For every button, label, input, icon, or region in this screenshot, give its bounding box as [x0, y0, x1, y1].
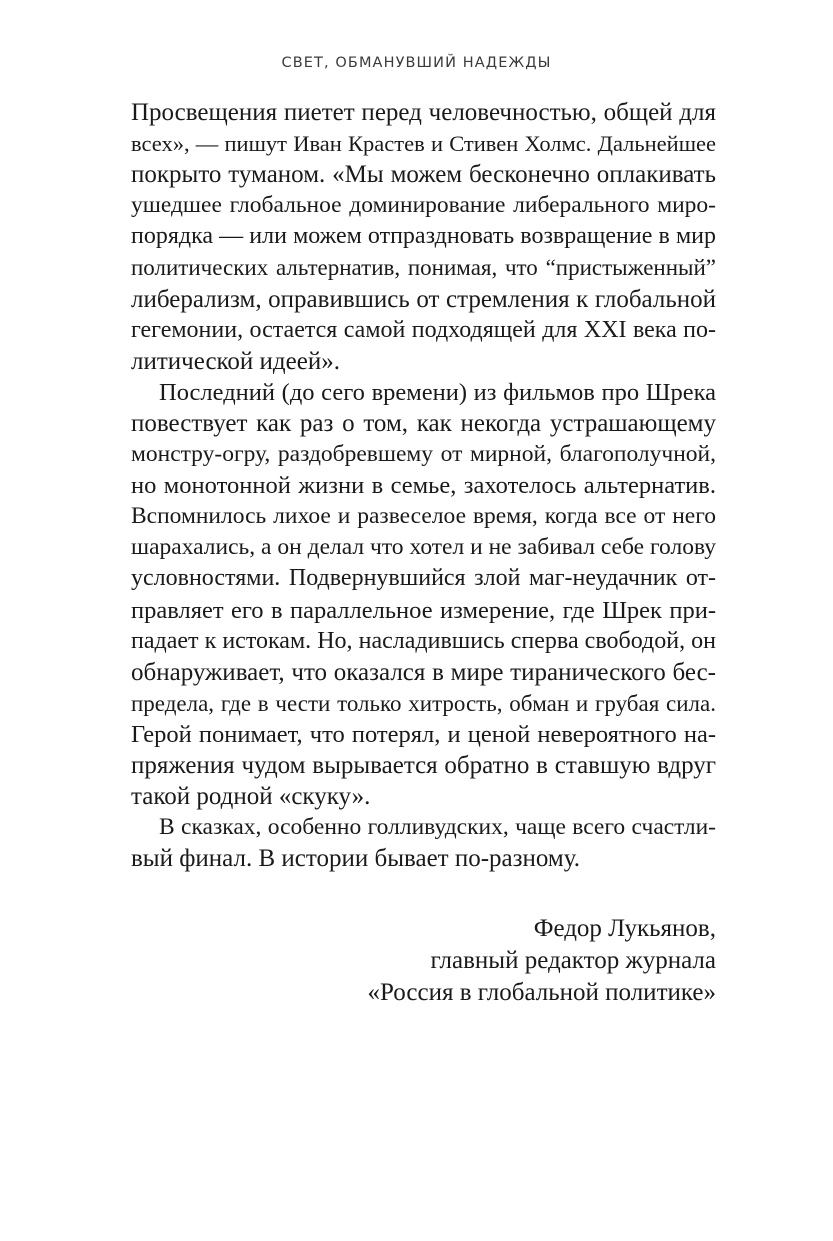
text-line: монстру-огру, раздобревшему от мирной, благополучной, [131, 441, 716, 468]
text-line: порядка — или можем отпраздновать возвращение в мир [131, 223, 716, 250]
text-line: шарахались, а он делал что хотел и не забивал себе голову [131, 534, 716, 561]
paragraph [131, 812, 716, 874]
publication-name: «Россия в глобальной политике» [367, 979, 716, 1006]
text-line: Просвещения пиетет перед человечностью, общей для [131, 99, 716, 126]
text-line: Вспомнилось лихое и развеселое время, когда все от него [131, 503, 716, 530]
text-line: правляет его в параллельное измерение, где Шрек при- [131, 596, 716, 624]
text-line: ушедшее глобальное доминирование либерального миро- [131, 192, 716, 219]
running-head: СВЕТ, ОБМАНУВШИЙ НАДЕЖДЫ [281, 55, 552, 71]
text-line: но монотонной жизни в семье, захотелось альтернатив. [131, 472, 716, 500]
text-line: такой родной «скуку». [131, 783, 371, 811]
text-line: падает к истокам. Но, насладившись сперва свободой, он [131, 627, 716, 654]
text-line: либерализм, оправившись от стремления к глобальной [131, 285, 716, 313]
text-line: Последний (до сего времени) из фильмов про Шрека [159, 378, 716, 406]
text-line: всех», — пишут Иван Крастев и Стивен Холмс. Дальнейшее [131, 131, 716, 157]
text-line: обнаруживает, что оказался в мире тиранического бес- [131, 658, 716, 686]
text-line: условностями. Подвернувшийся злой маг-неудачник от- [131, 565, 716, 592]
text-line: вый финал. В истории бывает по-разному. [131, 845, 580, 873]
paragraph [131, 377, 716, 812]
text-line: гегемонии, остается самой подходящей для XXI века по- [131, 316, 716, 343]
text-line: Герой понимает, что потерял, и ценой невероятного на- [131, 720, 716, 748]
text-line: В сказках, особенно голливудских, чаще всего счастли- [159, 814, 716, 841]
body-text [131, 97, 716, 874]
author-position: главный редактор журнала [430, 947, 716, 974]
author-name: Федор Лукьянов, [533, 915, 716, 942]
paragraph [131, 97, 716, 377]
text-line: покрыто туманом. «Мы можем бесконечно оплакивать [131, 161, 716, 189]
text-line: литической идеей». [131, 347, 340, 375]
signature-block [131, 913, 716, 1009]
text-line: пряжения чудом вырывается обратно в ставшую вдруг [131, 751, 716, 779]
text-line: политических альтернатив, понимая, что “пристыженный” [131, 255, 716, 281]
text-line: предела, где в чести только хитрость, обман и грубая сила. [131, 690, 716, 716]
text-line: повествует как раз о том, как некогда устрашающему [131, 409, 716, 437]
